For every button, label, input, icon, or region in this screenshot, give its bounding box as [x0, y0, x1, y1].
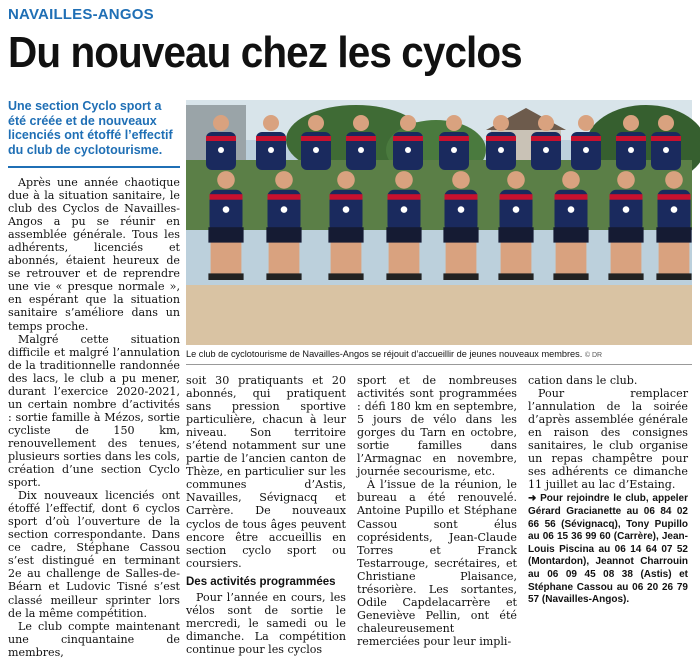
paragraph: Le club compte maintenant une cinquantaine de membres,	[8, 619, 180, 659]
paragraph: soit 30 pratiquants et 20 abonnés, qui pratiquent sans pression sportive particulière, chacun à leur niveau. Son territoire s’étend notamment sur une partie de l’ancien canton de Thèze, en particulier sur les communes d’Astis, Navailles, Sévignacq et Carrère. De nouveaux cyclos de tous âges peuvent encore être accueillis en section cyclo sport ou coursiers.	[186, 374, 346, 570]
paragraph: Dix nouveaux licenciés ont étoffé l’effectif, dont 6 cyclos sport d’où l’ouverture de la section correspondante. Dans ce cadre, Stéphane Cassou s’est distingué en terminant 2e au challenge de Salles-de-Béarn et Ludovic Tisné s’est classé meilleur sprinter lors de la même compétition.	[8, 489, 180, 620]
article-column-2	[186, 374, 346, 656]
paragraph: cation dans le club.	[528, 374, 638, 387]
article-column-1	[8, 176, 180, 659]
contact-info: ➜ Pour rejoindre le club, appeler Gérard Gracianette au 06 84 02 66 56 (Sévignacq), Tony Pupillo au 06 15 36 99 60 (Carrère), Jean-Louis Piscina au 06 14 64 07 52 (Montardon), Jeannot Charrouin au 06 09 45 08 38 (Astis) et Stéphane Cassou au 06 20 26 79 57 (Navailles-Angos).	[528, 493, 688, 606]
subheading: Des activités programmées	[186, 575, 336, 588]
article-column-3	[357, 374, 517, 648]
article-column-4	[528, 374, 688, 624]
paragraph: Pour l’année en cours, les vélos sont de sortie le mercredi, le samedi ou le dimanche. La compétition continue pour les cyclos	[186, 590, 346, 656]
paragraph: Malgré cette situation difficile et malgré l’annulation de la traditionnelle randonnée des lacs, le club a pu mener, durant l’exercice 2020-2021, un certain nombre d’activités : sortie famille à Mézos, sortie cycliste de 150 km, renouvellement des tenues, plusieurs sorties dans les cols, création d’une section Cyclo sport.	[8, 332, 180, 490]
section-kicker: NAVAILLES-ANGOS	[8, 6, 154, 23]
paragraph: À l’issue de la réunion, le bureau a été renouvelé. Antoine Pupillo et Stéphane Cassou sont élus coprésidents, Jean-Claude Torres et Franck Testarrouge, secrétaires, et Christiane Plaisance, trésorière. Les sortantes, Odile Capdelacarrère et Geneviève Pellin, ont été chaleureusement remerciées pour leur impli-	[357, 478, 517, 648]
paragraph: sport et de nombreuses activités sont programmées : défi 180 km en septembre, 5 jours de vélo dans les gorges du Tarn en octobre, sortie familles dans l’Armagnac en novembre, journée secourisme, etc.	[357, 374, 517, 479]
article-lead: Une section Cyclo sport a été créée et de nouveaux licenciés ont étoffé l’effectif du club de cyclotourisme.	[8, 99, 173, 157]
article-headline: Du nouveau chez les cyclos	[8, 28, 522, 77]
lead-divider	[8, 166, 180, 168]
paragraph: Pour remplacer l’annulation de la soirée d’après assemblée générale en raison des consignes sanitaires, le club organise un repas champêtre pour ses adhérents ce dimanche 11 juillet au lac d’Estaing.	[528, 387, 688, 492]
photo-credit: © DR	[584, 352, 603, 359]
photo-caption	[186, 348, 692, 362]
group-photo	[186, 100, 692, 345]
caption-divider	[186, 364, 692, 365]
paragraph: Après une année chaotique due à la situation sanitaire, le club des Cyclos de Navailles-Angos a pu se réunir en assemblée générale. Tous les adhérents, licenciés et abonnés, étaient heureux de se retrouver et de reprendre une vie « presque normale », en espérant que la situation sanitaire s’améliore dans un temps proche.	[8, 176, 180, 333]
caption-text: Le club de cyclotourisme de Navailles-Angos se réjouit d’accueillir de jeunes nouveaux membres.	[186, 349, 583, 359]
